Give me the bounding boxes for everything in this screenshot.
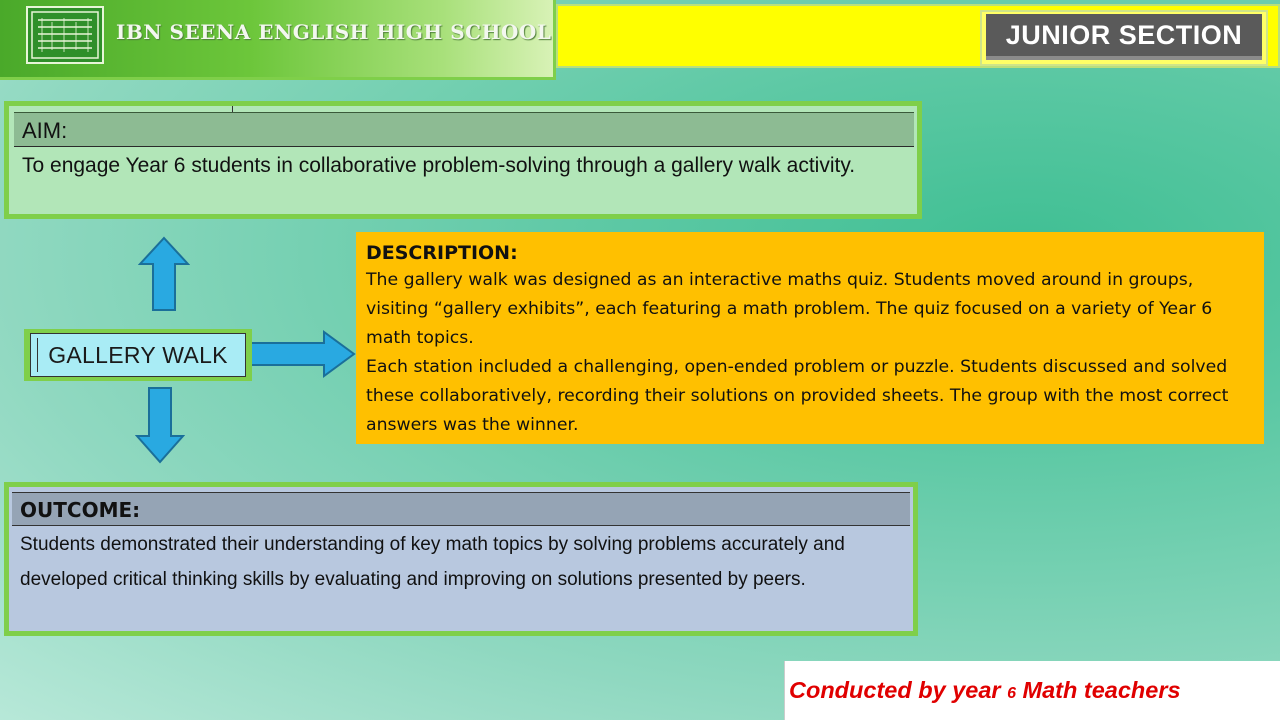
aim-text: To engage Year 6 students in collaborative problem-solving through a gallery walk activity.: [22, 154, 856, 177]
arrow-right-icon: [240, 330, 356, 378]
description-paragraph-2: Each station included a challenging, open-ended problem or puzzle. Students discussed and solved these collaboratively, recording their solutions on provided sheets. The group with the most correct answers was the winner.: [366, 357, 1229, 435]
outcome-heading: OUTCOME:: [12, 492, 910, 526]
school-logo-emblem: [30, 10, 100, 60]
arrow-down-icon: [135, 386, 185, 464]
credit-year-number: 6: [1007, 685, 1016, 702]
credit-text-part-1: Conducted by year: [789, 677, 1008, 703]
arrow-up-icon: [138, 236, 190, 312]
gallery-walk-label: GALLERY WALK: [30, 333, 246, 377]
aim-heading: AIM:: [14, 112, 914, 147]
school-name: IBN SEENA ENGLISH HIGH SCHOOL: [116, 20, 552, 44]
description-box: [356, 232, 1264, 444]
section-label: JUNIOR SECTION: [986, 14, 1262, 60]
credit-text-part-2: Math teachers: [1015, 677, 1181, 703]
credit-text: [789, 677, 1181, 704]
description-heading: DESCRIPTION:: [366, 242, 518, 264]
school-logo: [26, 6, 104, 64]
outcome-text: Students demonstrated their understanding of key math topics by solving problems accurately and developed critical thinking skills by evaluating and improving on solutions presented by peers.: [20, 534, 845, 590]
description-paragraph-1: The gallery walk was designed as an interactive maths quiz. Students moved around in groups, visiting “gallery exhibits”, each featuring a math problem. The quiz focused on a variety of Year 6 math topics.: [366, 270, 1213, 348]
credit-banner: [784, 661, 1280, 720]
